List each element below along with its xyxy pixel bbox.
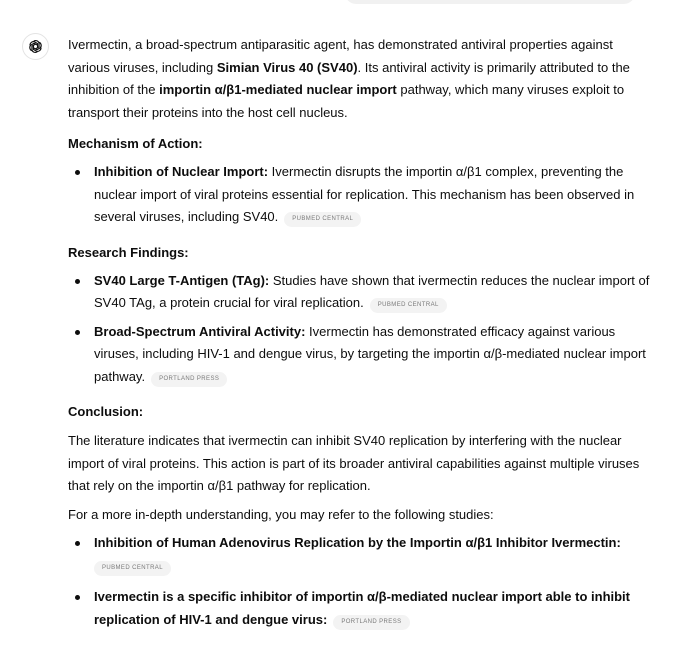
list-item [94,586,658,631]
item-text: Ivermectin disrupts the importin α/β1 complex, preventing the nuclear import of viral proteins essential for replication. This mechanism has been observed in several viruses, including SV40. [94,164,635,224]
mechanism-heading: Mechanism of Action: [68,136,203,151]
intro-paragraph [68,34,658,124]
previous-message-bubble [345,0,635,4]
mechanism-list [68,161,658,229]
conclusion-heading: Conclusion: [68,404,144,419]
research-heading: Research Findings: [68,244,189,260]
intro-text-1: Ivermectin, a broad-spectrum antiparasitic agent, has demonstrated antiviral properties against various viruses, including [68,37,613,75]
list-item [94,532,658,577]
assistant-message [68,34,658,631]
intro-bold-1: Simian Virus 40 (SV40) [216,59,358,75]
item-bold: SV40 Large T-Antigen (TAg): [94,272,270,288]
list-item [94,321,658,389]
source-badge[interactable]: PUBMED CENTRAL [370,298,447,313]
study-title: Inhibition of Human Adenovirus Replication by the Importin α/β1 Inhibitor Ivermectin: [94,535,621,550]
source-badge[interactable]: PORTLAND PRESS [151,372,227,387]
list-item [94,161,658,229]
studies-list [68,532,658,631]
intro-text-3: pathway, which many viruses exploit to transport their proteins into the host cell nucleus. [68,82,625,120]
study-title: Ivermectin is a specific inhibitor of importin α/β-mediated nuclear import able to inhibit replication of HIV-1 and dengue virus: [94,589,631,627]
item-text: Ivermectin has demonstrated efficacy against various viruses, including HIV-1 and dengue virus, by targeting the importin α/β-mediated nuclear import pathway. [94,323,646,384]
source-badge[interactable]: PUBMED CENTRAL [284,212,361,227]
source-badge[interactable]: PUBMED CENTRAL [94,561,171,576]
item-bold: Broad-Spectrum Antiviral Activity: [94,323,306,339]
list-item [94,270,658,315]
research-list [68,270,658,389]
intro-bold-2: importin α/β1-mediated nuclear import [159,82,397,97]
item-bold: Inhibition of Nuclear Import: [94,164,269,179]
intro-text-2: . Its antiviral activity is primarily attributed to the inhibition of the [68,59,630,97]
source-badge[interactable]: PORTLAND PRESS [333,615,409,630]
refer-paragraph: For a more in-depth understanding, you may refer to the following studies: [68,506,494,522]
openai-logo-icon [27,38,44,55]
item-text: Studies have shown that ivermectin reduces the nuclear import of SV40 TAg, a protein crucial for viral replication. [94,272,650,310]
conclusion-paragraph: The literature indicates that ivermectin can inhibit SV40 replication by interfering with the nuclear import of viral proteins. This action is part of its broader antiviral capabilities against multiple viruses that rely on the importin α/β1 pathway for replication. [68,433,640,493]
assistant-avatar [22,33,49,60]
